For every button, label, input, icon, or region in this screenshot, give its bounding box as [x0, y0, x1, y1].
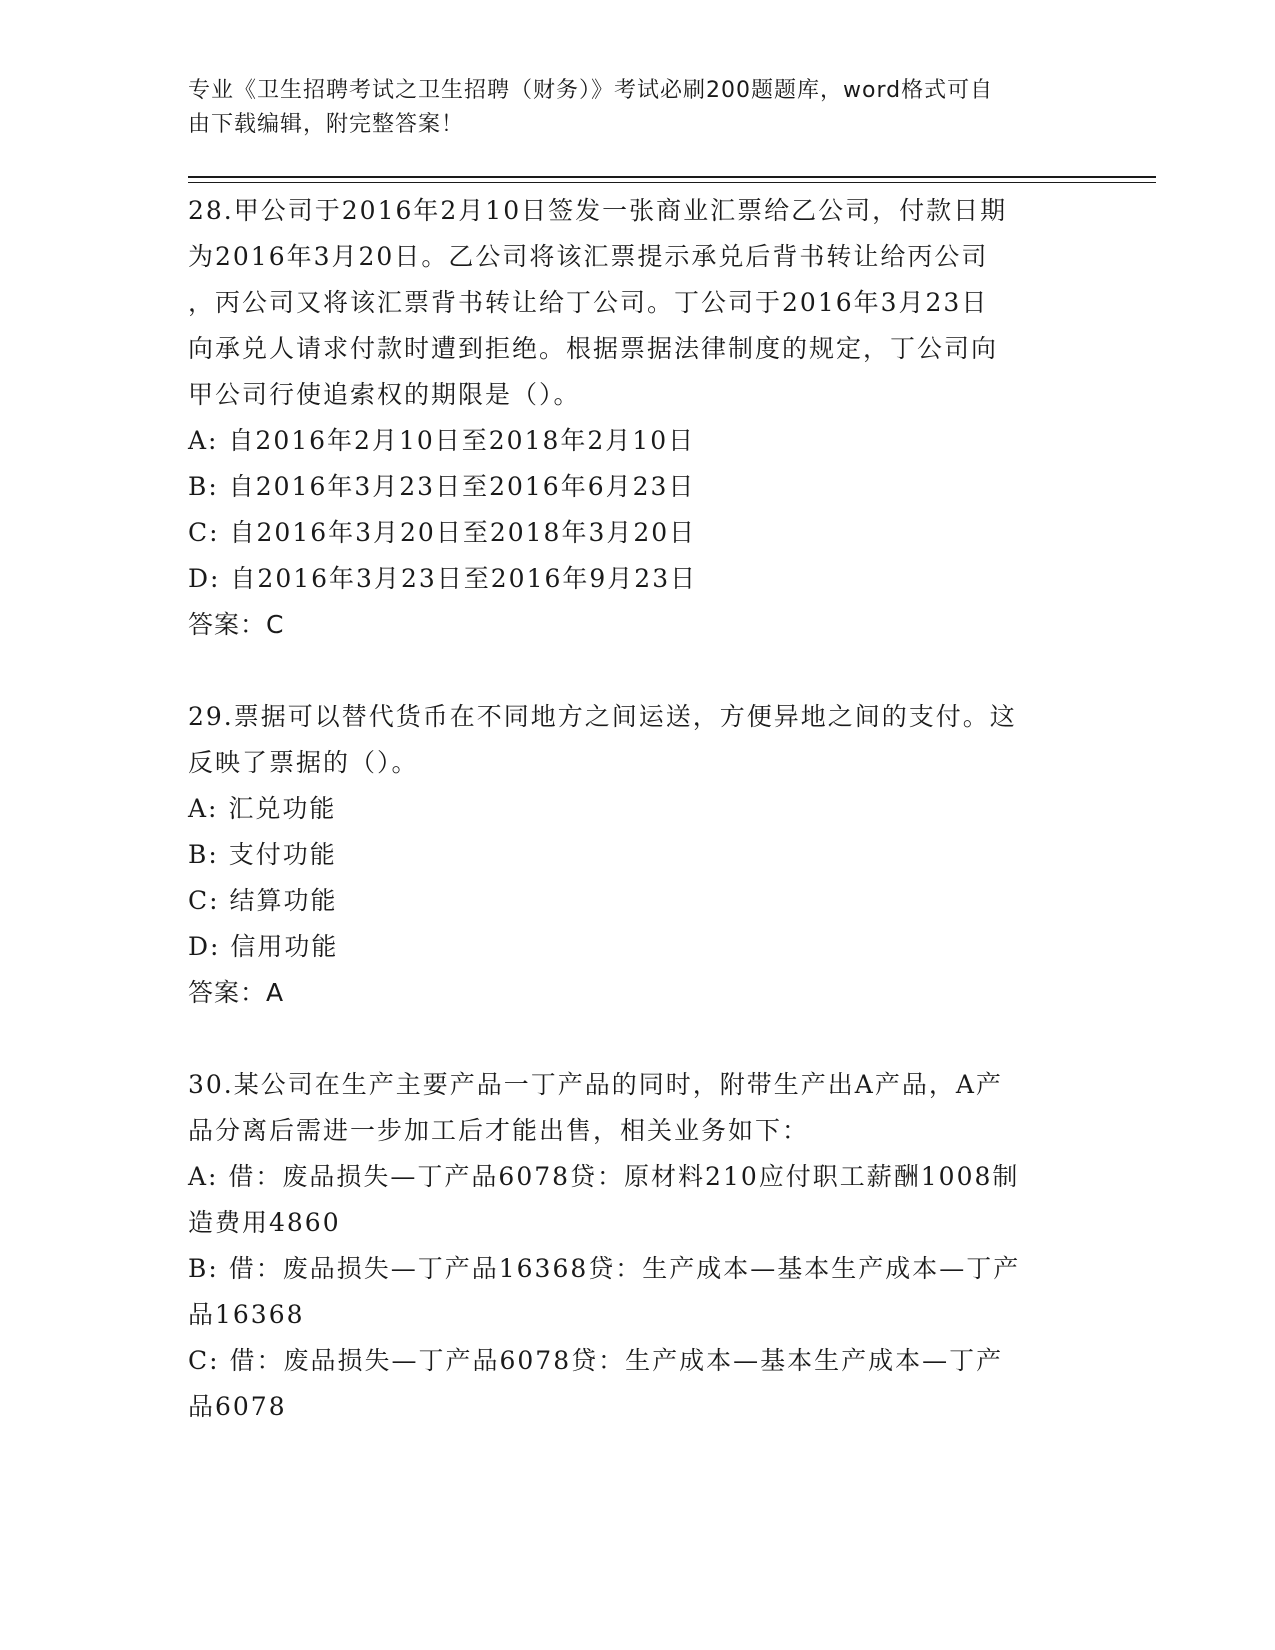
stem-line: 向承兑人请求付款时遭到拒绝。根据票据法律制度的规定，丁公司向: [188, 334, 999, 363]
stem-line: 为2016年3月20日。乙公司将该汇票提示承兑后背书转让给丙公司: [188, 242, 989, 271]
option-c: [188, 1338, 1088, 1430]
stem-line: 30.某公司在生产主要产品一丁产品的同时，附带生产出A产品，A产: [188, 1070, 1003, 1099]
header-line: 由下载编辑，附完整答案！: [188, 112, 465, 137]
option-line: B: 借：废品损失—丁产品16368贷：生产成本—基本生产成本—丁产: [188, 1254, 1021, 1283]
answer-label: 答案：A: [188, 978, 285, 1007]
document-header: [188, 74, 1068, 142]
question-stem: [188, 1062, 1088, 1154]
question-29: [188, 694, 1088, 1016]
option-b: B: 自2016年3月23日至2016年6月23日: [188, 472, 696, 501]
option-a: [188, 1154, 1088, 1246]
option-c: C: 结算功能: [188, 886, 338, 915]
question-stem: [188, 188, 1088, 418]
option-a: A: 自2016年2月10日至2018年2月10日: [188, 426, 696, 455]
question-30: [188, 1062, 1088, 1430]
stem-line: 品分离后需进一步加工后才能出售，相关业务如下：: [188, 1116, 810, 1145]
header-divider-thick: [188, 176, 1156, 178]
question-list: [188, 188, 1088, 1430]
stem-line: 28.甲公司于2016年2月10日签发一张商业汇票给乙公司，付款日期: [188, 196, 1008, 225]
option-d: D: 自2016年3月23日至2016年9月23日: [188, 564, 698, 593]
question-28: [188, 188, 1088, 648]
stem-line: ，丙公司又将该汇票背书转让给丁公司。丁公司于2016年3月23日: [188, 288, 989, 317]
option-c: C: 自2016年3月20日至2018年3月20日: [188, 518, 697, 547]
option-b: B: 支付功能: [188, 840, 337, 869]
stem-line: 29.票据可以替代货币在不同地方之间运送，方便异地之间的支付。这: [188, 702, 1017, 731]
header-line: 专业《卫生招聘考试之卫生招聘（财务）》考试必刷200题题库，word格式可自: [188, 78, 994, 103]
option-line: 品16368: [188, 1300, 305, 1329]
option-line: C: 借：废品损失—丁产品6078贷：生产成本—基本生产成本—丁产: [188, 1346, 1004, 1375]
option-a: A: 汇兑功能: [188, 794, 337, 823]
header-divider-thin: [188, 182, 1156, 183]
stem-line: 反映了票据的（）。: [188, 748, 419, 777]
option-b: [188, 1246, 1088, 1338]
option-d: D: 信用功能: [188, 932, 339, 961]
question-stem: [188, 694, 1088, 786]
option-line: 品6078: [188, 1392, 287, 1421]
stem-line: 甲公司行使追索权的期限是（）。: [188, 380, 581, 409]
option-line: 造费用4860: [188, 1208, 341, 1237]
question-spacer: [188, 1016, 1088, 1062]
option-line: A: 借：废品损失—丁产品6078贷：原材料210应付职工薪酬1008制: [188, 1162, 1020, 1191]
question-spacer: [188, 648, 1088, 694]
answer-label: 答案：C: [188, 610, 285, 639]
